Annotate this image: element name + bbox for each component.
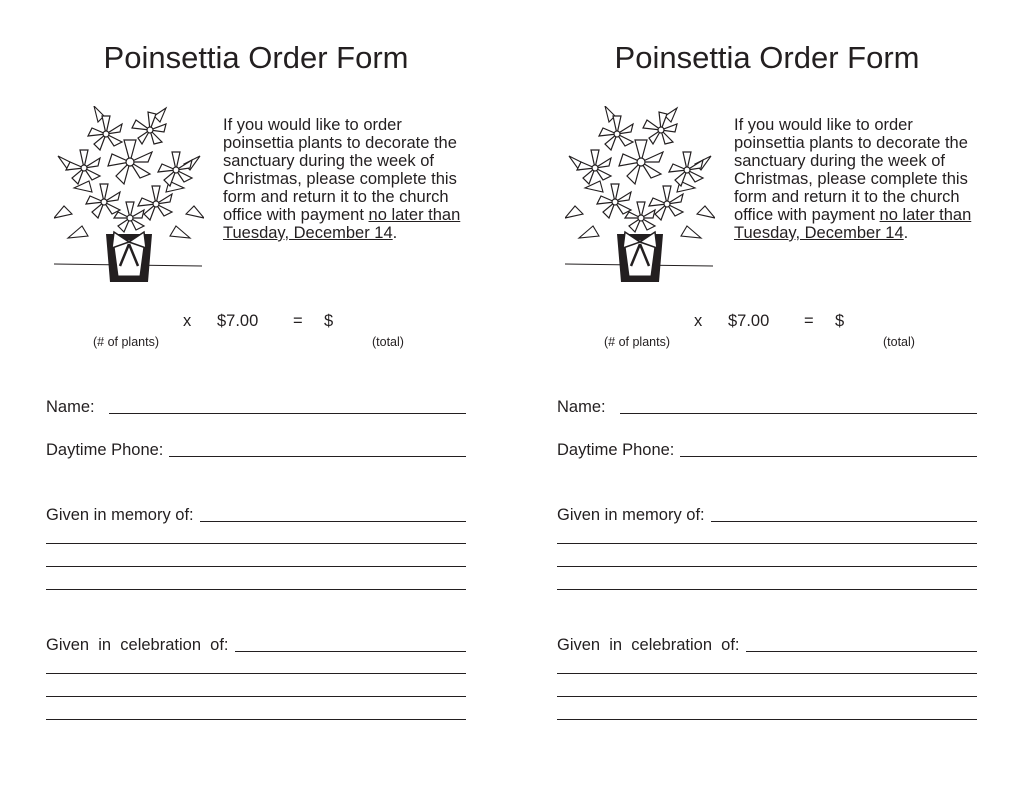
name-label: Name: bbox=[46, 398, 95, 416]
deadline-prefix: no later than bbox=[368, 206, 461, 224]
equals-sign: = bbox=[804, 312, 814, 330]
intro-text: If you would like to order poinsettia plants to decorate the sanctuary during the week of Christmas, please complete this form and return it to the church office with payment bbox=[734, 116, 968, 224]
daytime-phone-line[interactable] bbox=[680, 455, 977, 457]
total-caption: (total) bbox=[883, 335, 915, 349]
memory-extra-line[interactable] bbox=[46, 566, 466, 567]
name-field[interactable] bbox=[557, 395, 977, 417]
plants-caption: (# of plants) bbox=[93, 335, 160, 349]
deadline-period: . bbox=[392, 224, 398, 242]
celebration-field[interactable] bbox=[557, 633, 977, 655]
memory-extra-line[interactable] bbox=[557, 566, 977, 567]
celebration-field[interactable] bbox=[46, 633, 466, 655]
name-label: Name: bbox=[557, 398, 606, 416]
celebration-extra-line[interactable] bbox=[557, 719, 977, 720]
name-field[interactable] bbox=[46, 395, 466, 417]
unit-price: $7.00 bbox=[217, 312, 259, 330]
celebration-line[interactable] bbox=[235, 650, 466, 652]
dollar-sign: $ bbox=[835, 312, 845, 330]
memory-field[interactable] bbox=[557, 503, 977, 525]
memory-field[interactable] bbox=[46, 503, 466, 525]
deadline-prefix: no later than bbox=[879, 206, 972, 224]
daytime-phone-field[interactable] bbox=[46, 438, 466, 460]
poinsettia-plant-icon bbox=[565, 106, 715, 286]
celebration-extra-line[interactable] bbox=[46, 696, 466, 697]
daytime-phone-field[interactable] bbox=[557, 438, 977, 460]
price-calculation bbox=[46, 312, 466, 352]
celebration-label: Given in celebration of: bbox=[46, 636, 229, 654]
memory-line[interactable] bbox=[711, 520, 977, 522]
deadline-date: Tuesday, December 14 bbox=[223, 224, 393, 242]
celebration-line[interactable] bbox=[746, 650, 977, 652]
unit-price: $7.00 bbox=[728, 312, 770, 330]
deadline-date: Tuesday, December 14 bbox=[734, 224, 904, 242]
name-line[interactable] bbox=[620, 412, 977, 414]
intro-paragraph bbox=[734, 116, 979, 242]
celebration-extra-line[interactable] bbox=[46, 673, 466, 674]
memory-label: Given in memory of: bbox=[46, 506, 194, 524]
intro-text: If you would like to order poinsettia plants to decorate the sanctuary during the week of Christmas, please complete this form and return it to the church office with payment bbox=[223, 116, 457, 224]
memory-extra-line[interactable] bbox=[46, 589, 466, 590]
memory-extra-line[interactable] bbox=[557, 543, 977, 544]
form-title: Poinsettia Order Form bbox=[614, 40, 920, 75]
form-title: Poinsettia Order Form bbox=[103, 40, 409, 75]
celebration-extra-line[interactable] bbox=[557, 696, 977, 697]
order-form-right bbox=[557, 0, 977, 791]
price-calculation bbox=[557, 312, 977, 352]
memory-extra-line[interactable] bbox=[46, 543, 466, 544]
total-caption: (total) bbox=[372, 335, 404, 349]
memory-line[interactable] bbox=[200, 520, 466, 522]
celebration-extra-line[interactable] bbox=[557, 673, 977, 674]
daytime-phone-label: Daytime Phone: bbox=[557, 441, 675, 459]
times-sign: x bbox=[183, 312, 192, 330]
memory-extra-line[interactable] bbox=[557, 589, 977, 590]
daytime-phone-line[interactable] bbox=[169, 455, 466, 457]
order-form-left bbox=[46, 0, 466, 791]
equals-sign: = bbox=[293, 312, 303, 330]
deadline-period: . bbox=[903, 224, 909, 242]
celebration-extra-line[interactable] bbox=[46, 719, 466, 720]
celebration-label: Given in celebration of: bbox=[557, 636, 740, 654]
name-line[interactable] bbox=[109, 412, 466, 414]
daytime-phone-label: Daytime Phone: bbox=[46, 441, 164, 459]
dollar-sign: $ bbox=[324, 312, 334, 330]
intro-paragraph bbox=[223, 116, 468, 242]
plants-caption: (# of plants) bbox=[604, 335, 671, 349]
times-sign: x bbox=[694, 312, 703, 330]
poinsettia-plant-icon bbox=[54, 106, 204, 286]
memory-label: Given in memory of: bbox=[557, 506, 705, 524]
